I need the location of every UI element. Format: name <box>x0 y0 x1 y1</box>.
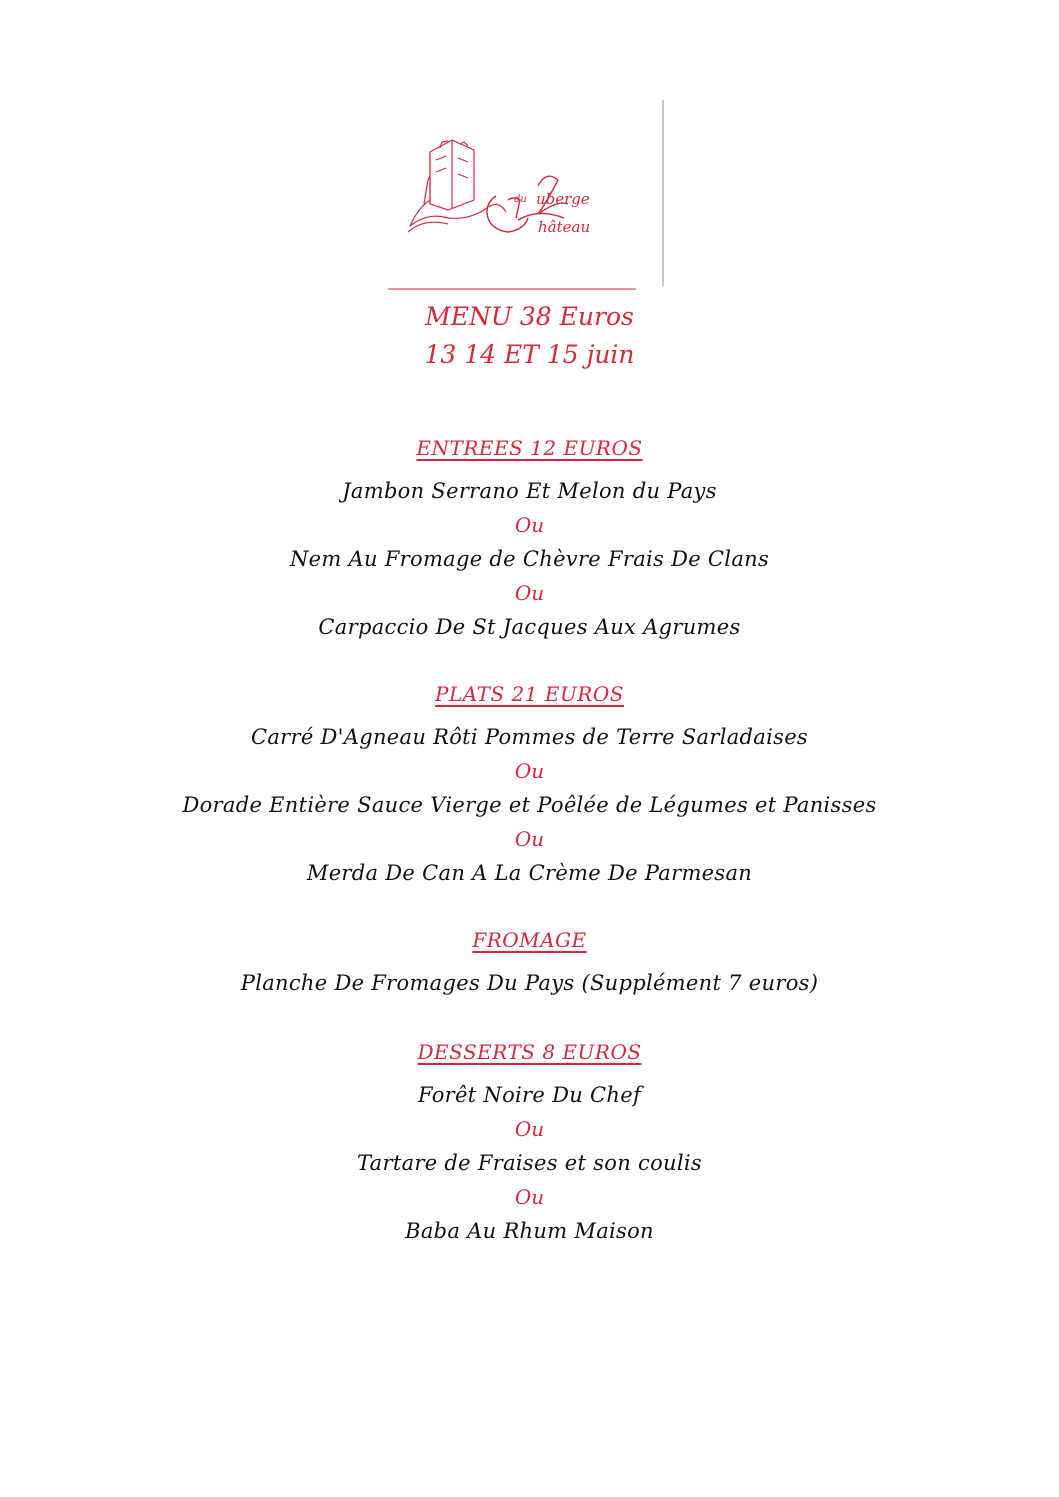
section-fromage <box>0 928 1059 1000</box>
desserts-list <box>0 1078 1059 1248</box>
dish-item: Jambon Serrano Et Melon du Pays <box>342 479 717 503</box>
section-heading-plats: PLATS 21 EUROS <box>435 682 624 706</box>
castle-tower-icon <box>408 140 506 232</box>
dish-item: Nem Au Fromage de Chèvre Frais De Clans <box>289 547 770 571</box>
fromage-list <box>0 966 1059 1000</box>
dish-item: Baba Au Rhum Maison <box>405 1219 654 1243</box>
or-separator: Ou <box>514 581 545 605</box>
menu-dates: 13 14 ET 15 juin <box>424 340 635 369</box>
section-entrees <box>0 436 1059 644</box>
plats-list <box>0 720 1059 890</box>
restaurant-logo <box>388 100 664 290</box>
dish-item: Dorade Entière Sauce Vierge et Poêlée de Légumes et Panisses <box>182 793 877 817</box>
dish-item: Planche De Fromages Du Pays (Supplément 7 euros) <box>240 971 819 995</box>
menu-title: MENU 38 Euros <box>425 302 634 331</box>
section-desserts <box>0 1040 1059 1248</box>
logo-text-auberge: uberge <box>536 190 590 208</box>
dish-item: Tartare de Fraises et son coulis <box>357 1151 702 1175</box>
section-heading-desserts: DESSERTS 8 EUROS <box>417 1040 642 1064</box>
section-heading-entrees: ENTREES 12 EUROS <box>416 436 643 460</box>
dish-item: Forêt Noire Du Chef <box>417 1083 642 1107</box>
or-separator: Ou <box>514 513 545 537</box>
logo-text-chateau: hâteau <box>538 218 591 236</box>
menu-content <box>0 298 1059 1248</box>
dish-item: Carpaccio De St Jacques Aux Agrumes <box>318 615 741 639</box>
entrees-list <box>0 474 1059 644</box>
dish-item: Carré D'Agneau Rôti Pommes de Terre Sarladaises <box>250 725 809 749</box>
or-separator: Ou <box>514 1185 545 1209</box>
dish-item: Merda De Can A La Crème De Parmesan <box>306 861 753 885</box>
or-separator: Ou <box>514 1117 545 1141</box>
section-heading-fromage: FROMAGE <box>472 928 587 952</box>
logo-text-du: du <box>514 194 527 205</box>
or-separator: Ou <box>514 759 545 783</box>
or-separator: Ou <box>514 827 545 851</box>
section-plats <box>0 682 1059 890</box>
